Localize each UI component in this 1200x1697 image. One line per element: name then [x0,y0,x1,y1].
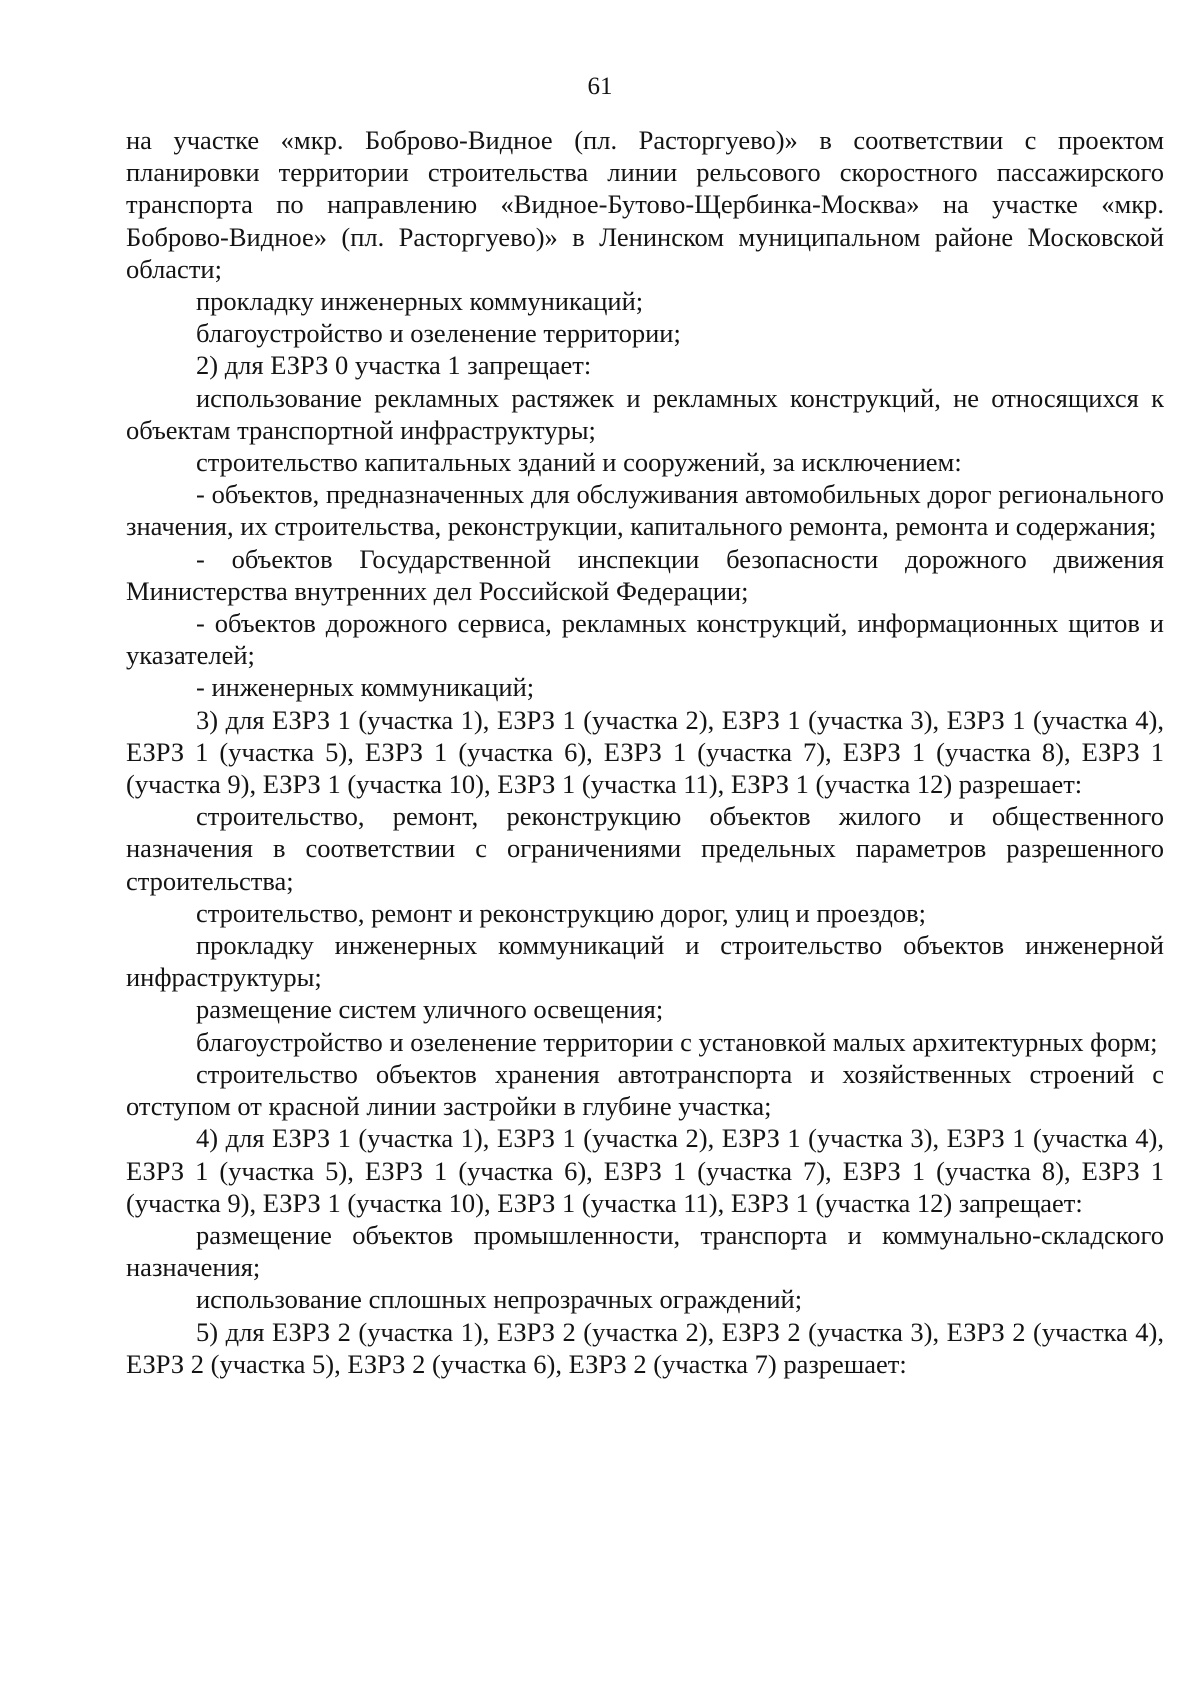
paragraph: использование сплошных непрозрачных ограждений; [196,1284,803,1315]
list-item: - инженерных коммуникаций; [196,672,535,703]
paragraph: 4) для ЕЗРЗ 1 (участка 1), ЕЗРЗ 1 (участка 2), ЕЗРЗ 1 (участка 3), ЕЗРЗ 1 (участка 4), ЕЗРЗ 1 (участка 5), ЕЗРЗ 1 (участка 6), ЕЗРЗ 1 (участка 7), ЕЗРЗ 1 (участка 8), ЕЗРЗ 1 (участка 9), ЕЗРЗ 1 (участка 10), ЕЗРЗ 1 (участка 11), ЕЗРЗ 1 (участка 12) запрещает: [126,1123,1164,1218]
paragraph: размещение систем уличного освещения; [196,994,664,1025]
paragraph: использование рекламных растяжек и рекламных конструкций, не относящихся к объектам транспортной инфраструктуры; [126,382,1164,445]
document-body [126,124,1164,1380]
paragraph: на участке «мкр. Боброво-Видное (пл. Расторгуево)» в соответствии с проектом планировки территории строительства линии рельсового скоростного пассажирского транспорта по направлению «Видное-Бутово-Щербинка-Москва» на участке «мкр. Боброво-Видное» (пл. Расторгуево)» в Ленинском муниципальном районе Московской области; [126,125,1164,284]
paragraph: прокладку инженерных коммуникаций; [196,286,644,317]
paragraph: 2) для ЕЗРЗ 0 участка 1 запрещает: [196,350,592,381]
paragraph: строительство объектов хранения автотранспорта и хозяйственных строений с отступом от красной линии застройки в глубине участка; [126,1058,1164,1122]
paragraph: строительство, ремонт, реконструкцию объектов жилого и общественного назначения в соответствии с ограничениями предельных параметров разрешенного строительства; [126,801,1164,896]
list-item: - объектов Государственной инспекции безопасности дорожного движения Министерства внутренних дел Российской Федерации; [126,543,1164,606]
paragraph: 3) для ЕЗРЗ 1 (участка 1), ЕЗРЗ 1 (участка 2), ЕЗРЗ 1 (участка 3), ЕЗРЗ 1 (участка 4), ЕЗРЗ 1 (участка 5), ЕЗРЗ 1 (участка 6), ЕЗРЗ 1 (участка 7), ЕЗРЗ 1 (участка 8), ЕЗРЗ 1 (участка 9), ЕЗРЗ 1 (участка 10), ЕЗРЗ 1 (участка 11), ЕЗРЗ 1 (участка 12) разрешает: [126,704,1164,800]
paragraph: благоустройство и озеленение территории с установкой малых архитектурных форм; [196,1026,1158,1057]
paragraph: строительство капитальных зданий и сооружений, за исключением: [196,447,962,478]
list-item: - объектов дорожного сервиса, рекламных конструкций, информационных щитов и указателей; [126,608,1164,671]
paragraph: прокладку инженерных коммуникаций и строительство объектов инженерной инфраструктуры; [126,930,1164,993]
paragraph: строительство, ремонт и реконструкцию дорог, улиц и проездов; [196,897,927,928]
paragraph: 5) для ЕЗРЗ 2 (участка 1), ЕЗРЗ 2 (участка 2), ЕЗРЗ 2 (участка 3), ЕЗРЗ 2 (участка 4), ЕЗРЗ 2 (участка 5), ЕЗРЗ 2 (участка 6), ЕЗРЗ 2 (участка 7) разрешает: [126,1316,1164,1379]
paragraph: благоустройство и озеленение территории; [196,318,681,349]
paragraph: размещение объектов промышленности, транспорта и коммунально-складского назначения; [126,1219,1164,1283]
page-number: 61 [587,73,613,100]
list-item: - объектов, предназначенных для обслуживания автомобильных дорог регионального значения, их строительства, реконструкции, капитального ремонта, ремонта и содержания; [126,479,1164,542]
